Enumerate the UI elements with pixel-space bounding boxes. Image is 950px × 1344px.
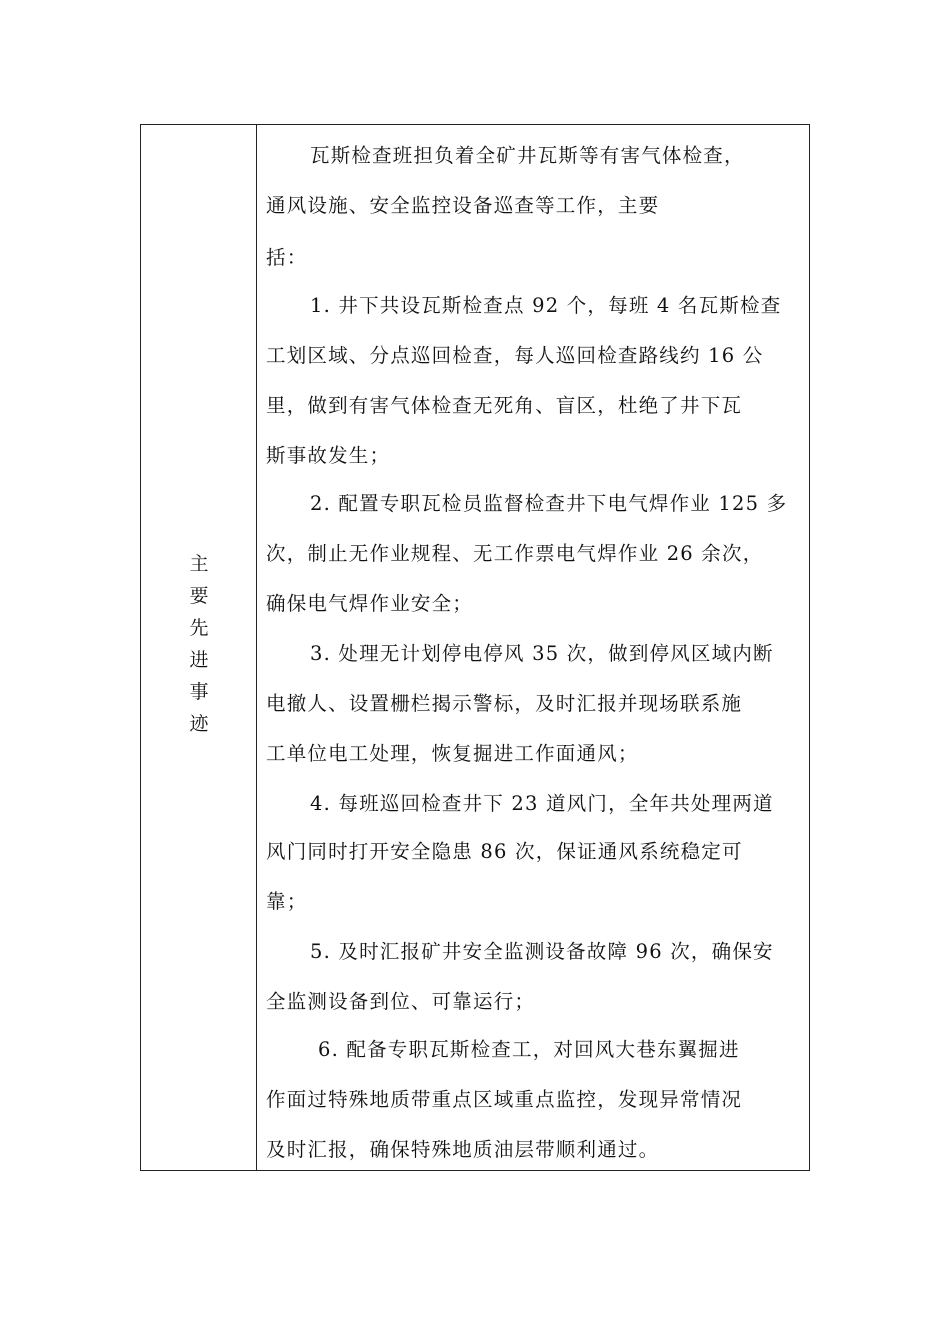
text-line: 工单位电工处理，恢复掘进工作面通风； bbox=[266, 742, 639, 765]
text-line: 括： bbox=[266, 246, 308, 269]
text-line: 工划区域、分点巡回检查，每人巡回检查路线约 16 公 bbox=[266, 344, 764, 367]
column-divider bbox=[256, 124, 257, 1171]
section-label bbox=[188, 548, 210, 740]
text-line: 4. 每班巡回检查井下 23 道风门，全年共处理两道 bbox=[310, 792, 774, 815]
text-line: 3. 处理无计划停电停风 35 次，做到停风区域内断 bbox=[310, 642, 774, 665]
text-line: 2. 配置专职瓦检员监督检查井下电气焊作业 125 多 bbox=[310, 492, 788, 515]
text-line: 1. 井下共设瓦斯检查点 92 个，每班 4 名瓦斯检查 bbox=[310, 294, 782, 317]
text-line: 及时汇报，确保特殊地质油层带顺利通过。 bbox=[266, 1138, 660, 1161]
text-line: 斯事故发生； bbox=[266, 444, 391, 467]
text-line: 电撤人、设置栅栏揭示警标，及时汇报并现场联系施 bbox=[266, 692, 743, 715]
section-label-char: 先 bbox=[189, 617, 209, 639]
text-line: 次，制止无作业规程、无工作票电气焊作业 26 余次， bbox=[266, 542, 764, 565]
text-line: 瓦斯检查班担负着全矿井瓦斯等有害气体检查， bbox=[310, 144, 745, 167]
text-line: 里，做到有害气体检查无死角、盲区，杜绝了井下瓦 bbox=[266, 394, 743, 417]
section-label-char: 要 bbox=[189, 585, 209, 607]
text-line: 风门同时打开安全隐患 86 次，保证通风系统稳定可 bbox=[266, 840, 743, 863]
text-line: 5. 及时汇报矿井安全监测设备故障 96 次，确保安 bbox=[310, 940, 774, 963]
section-label-char: 迹 bbox=[189, 713, 209, 735]
text-line: 全监测设备到位、可靠运行； bbox=[266, 990, 536, 1013]
section-label-char: 主 bbox=[189, 553, 209, 575]
section-label-char: 事 bbox=[189, 681, 209, 703]
text-line: 确保电气焊作业安全； bbox=[266, 592, 474, 615]
section-label-char: 进 bbox=[189, 649, 209, 671]
text-line: 靠； bbox=[266, 890, 308, 913]
text-line: 6. 配备专职瓦斯检查工，对回风大巷东翼掘进 bbox=[318, 1038, 740, 1061]
text-line: 作面过特殊地质带重点区域重点监控，发现异常情况 bbox=[266, 1088, 743, 1111]
text-line: 通风设施、安全监控设备巡查等工作，主要 bbox=[266, 194, 660, 217]
